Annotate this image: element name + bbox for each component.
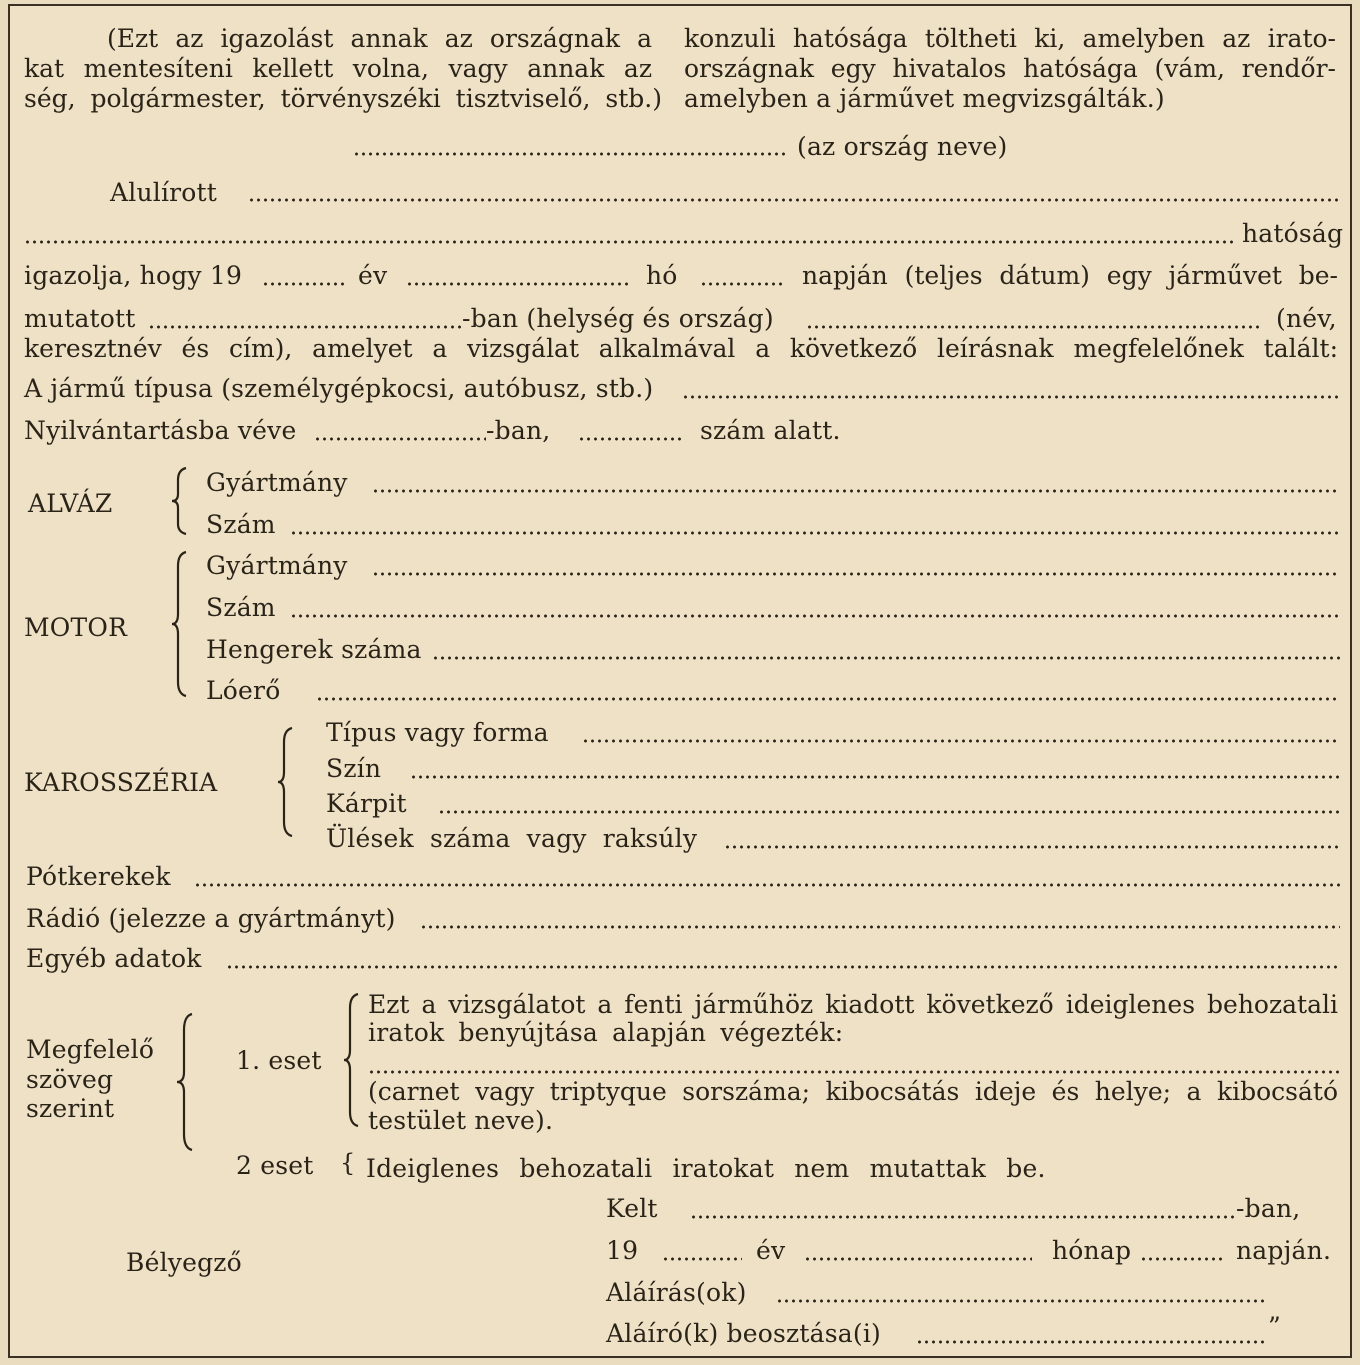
authority-label: hatóság (1242, 219, 1344, 248)
intro-right-line-3: amelyben a járművet megvizsgálták.) (684, 84, 1165, 113)
year-field[interactable] (262, 282, 346, 286)
registered-place-label: -ban, (486, 416, 551, 445)
radio-field[interactable] (420, 925, 1340, 929)
body-heading: KAROSSZÉRIA (24, 768, 218, 797)
motor-number-label: Szám (206, 593, 276, 622)
undersigned-label: Alulírott (110, 178, 218, 207)
date-year-field[interactable] (662, 1257, 742, 1261)
intro-left-line-1: (Ezt az igazolást annak az országnak a (107, 24, 652, 53)
month-label: hó (646, 261, 678, 290)
registered-place-field[interactable] (314, 437, 486, 441)
case2-text: Ideiglenes behozatali iratokat nem mutattak be. (366, 1154, 1046, 1183)
motor-cylinders-label: Hengerek száma (206, 635, 422, 664)
day-field[interactable] (700, 282, 786, 286)
case1-text-4: testület neve). (368, 1106, 554, 1135)
certify-text-1: igazolja, hogy 19 (24, 261, 243, 290)
motor-number-field[interactable] (290, 614, 1340, 618)
other-label: Egyéb adatok (26, 944, 202, 973)
stamp-label: Bélyegző (126, 1248, 242, 1277)
date-day-field[interactable] (1140, 1257, 1224, 1261)
signature-field[interactable] (776, 1299, 1266, 1303)
authority-field[interactable] (24, 240, 1234, 244)
case2-brace: { (340, 1149, 356, 1177)
name-label: (név, (1276, 304, 1337, 333)
intro-left-line-2: kat mentesíteni kellett volna, vagy annak az (24, 54, 652, 83)
form-page (8, 4, 1352, 1358)
cases-label-1: Megfelelő (26, 1035, 155, 1064)
year-label: év (358, 261, 388, 290)
intro-left-line-3: ség, polgármester, törvényszéki tisztviselő, stb.) (24, 84, 662, 113)
case1-brace (342, 992, 362, 1128)
registered-label: Nyilvántartásba véve (24, 416, 297, 445)
motor-cylinders-field[interactable] (432, 656, 1340, 660)
signature-label: Aláírás(ok) (606, 1278, 747, 1307)
certify-text-day: napján (teljes dátum) egy járművet be- (802, 261, 1338, 290)
case1-text-3: (carnet vagy triptyque sorszáma; kibocsátás ideje és helye; a kibocsátó (368, 1077, 1338, 1106)
place-field[interactable] (148, 325, 462, 329)
date-year-label: év (756, 1236, 786, 1265)
dated-place-field[interactable] (690, 1215, 1236, 1219)
country-field[interactable] (353, 152, 785, 156)
date-day-label: napján. (1236, 1236, 1332, 1265)
body-upholstery-field[interactable] (438, 810, 1340, 814)
case2-label: 2 eset (236, 1151, 314, 1180)
dated-place-suffix: -ban, (1236, 1194, 1301, 1223)
body-upholstery-label: Kárpit (326, 789, 407, 818)
certify-text-3: keresztnév és cím), amelyet a vizsgálat alkalmával a következő leírásnak megfelelőnek talált: (24, 334, 1338, 363)
vehicle-type-field[interactable] (682, 395, 1338, 399)
intro-right-line-1: konzuli hatósága töltheti ki, amelyben az irato- (684, 24, 1336, 53)
chassis-heading: ALVÁZ (28, 489, 113, 518)
cases-label-3: szerint (26, 1094, 115, 1123)
spare-wheels-field[interactable] (194, 883, 1340, 887)
date-year-prefix: 19 (606, 1236, 639, 1265)
body-seats-label: Ülések száma vagy raksúly (326, 824, 698, 853)
cases-label-2: szöveg (26, 1065, 114, 1094)
date-month-label: hónap (1052, 1236, 1132, 1265)
chassis-brace (170, 466, 190, 536)
chassis-number-label: Szám (206, 510, 276, 539)
place-label: -ban (helység és ország) (462, 304, 774, 333)
certify-text-2: mutatott (24, 304, 136, 333)
vehicle-type-label: A jármű típusa (személygépkocsi, autóbusz, stb.) (24, 374, 654, 403)
motor-heading: MOTOR (24, 613, 128, 642)
signer-position-field[interactable] (916, 1340, 1266, 1344)
motor-make-label: Gyártmány (206, 551, 348, 580)
registered-number-field[interactable] (578, 437, 682, 441)
motor-horsepower-label: Lóerő (206, 676, 281, 705)
spare-wheels-label: Pótkerekek (26, 862, 171, 891)
chassis-make-field[interactable] (372, 489, 1340, 493)
dated-label: Kelt (606, 1194, 658, 1223)
cases-brace (174, 1012, 196, 1152)
registered-number-label: szám alatt. (700, 416, 841, 445)
case1-document-field[interactable] (368, 1070, 1340, 1074)
month-field[interactable] (406, 282, 632, 286)
chassis-make-label: Gyártmány (206, 468, 348, 497)
country-label: (az ország neve) (797, 132, 1008, 161)
undersigned-field[interactable] (248, 198, 1338, 202)
case1-text-2: iratok benyújtása alapján végezték: (368, 1018, 844, 1047)
case1-label: 1. eset (236, 1046, 322, 1075)
motor-make-field[interactable] (372, 572, 1340, 576)
body-brace (276, 726, 296, 838)
body-type-label: Típus vagy forma (326, 718, 549, 747)
case1-text-1: Ezt a vizsgálatot a fenti járműhöz kiadott következő ideiglenes behozatali (368, 990, 1338, 1019)
body-color-field[interactable] (410, 775, 1340, 779)
signer-position-label: Aláíró(k) beosztása(i) (606, 1319, 881, 1348)
intro-right-line-2: országnak egy hivatalos hatósága (vám, rendőr- (684, 54, 1336, 83)
body-color-label: Szín (326, 754, 382, 783)
body-type-field[interactable] (582, 739, 1340, 743)
radio-label: Rádió (jelezze a gyártmányt) (26, 904, 396, 933)
date-month-field[interactable] (804, 1257, 1032, 1261)
name-field[interactable] (806, 325, 1262, 329)
closing-quote: ” (1268, 1312, 1281, 1341)
other-field[interactable] (226, 965, 1340, 969)
body-seats-field[interactable] (724, 845, 1340, 849)
chassis-number-field[interactable] (290, 531, 1340, 535)
motor-brace (170, 550, 190, 698)
motor-horsepower-field[interactable] (316, 697, 1340, 701)
